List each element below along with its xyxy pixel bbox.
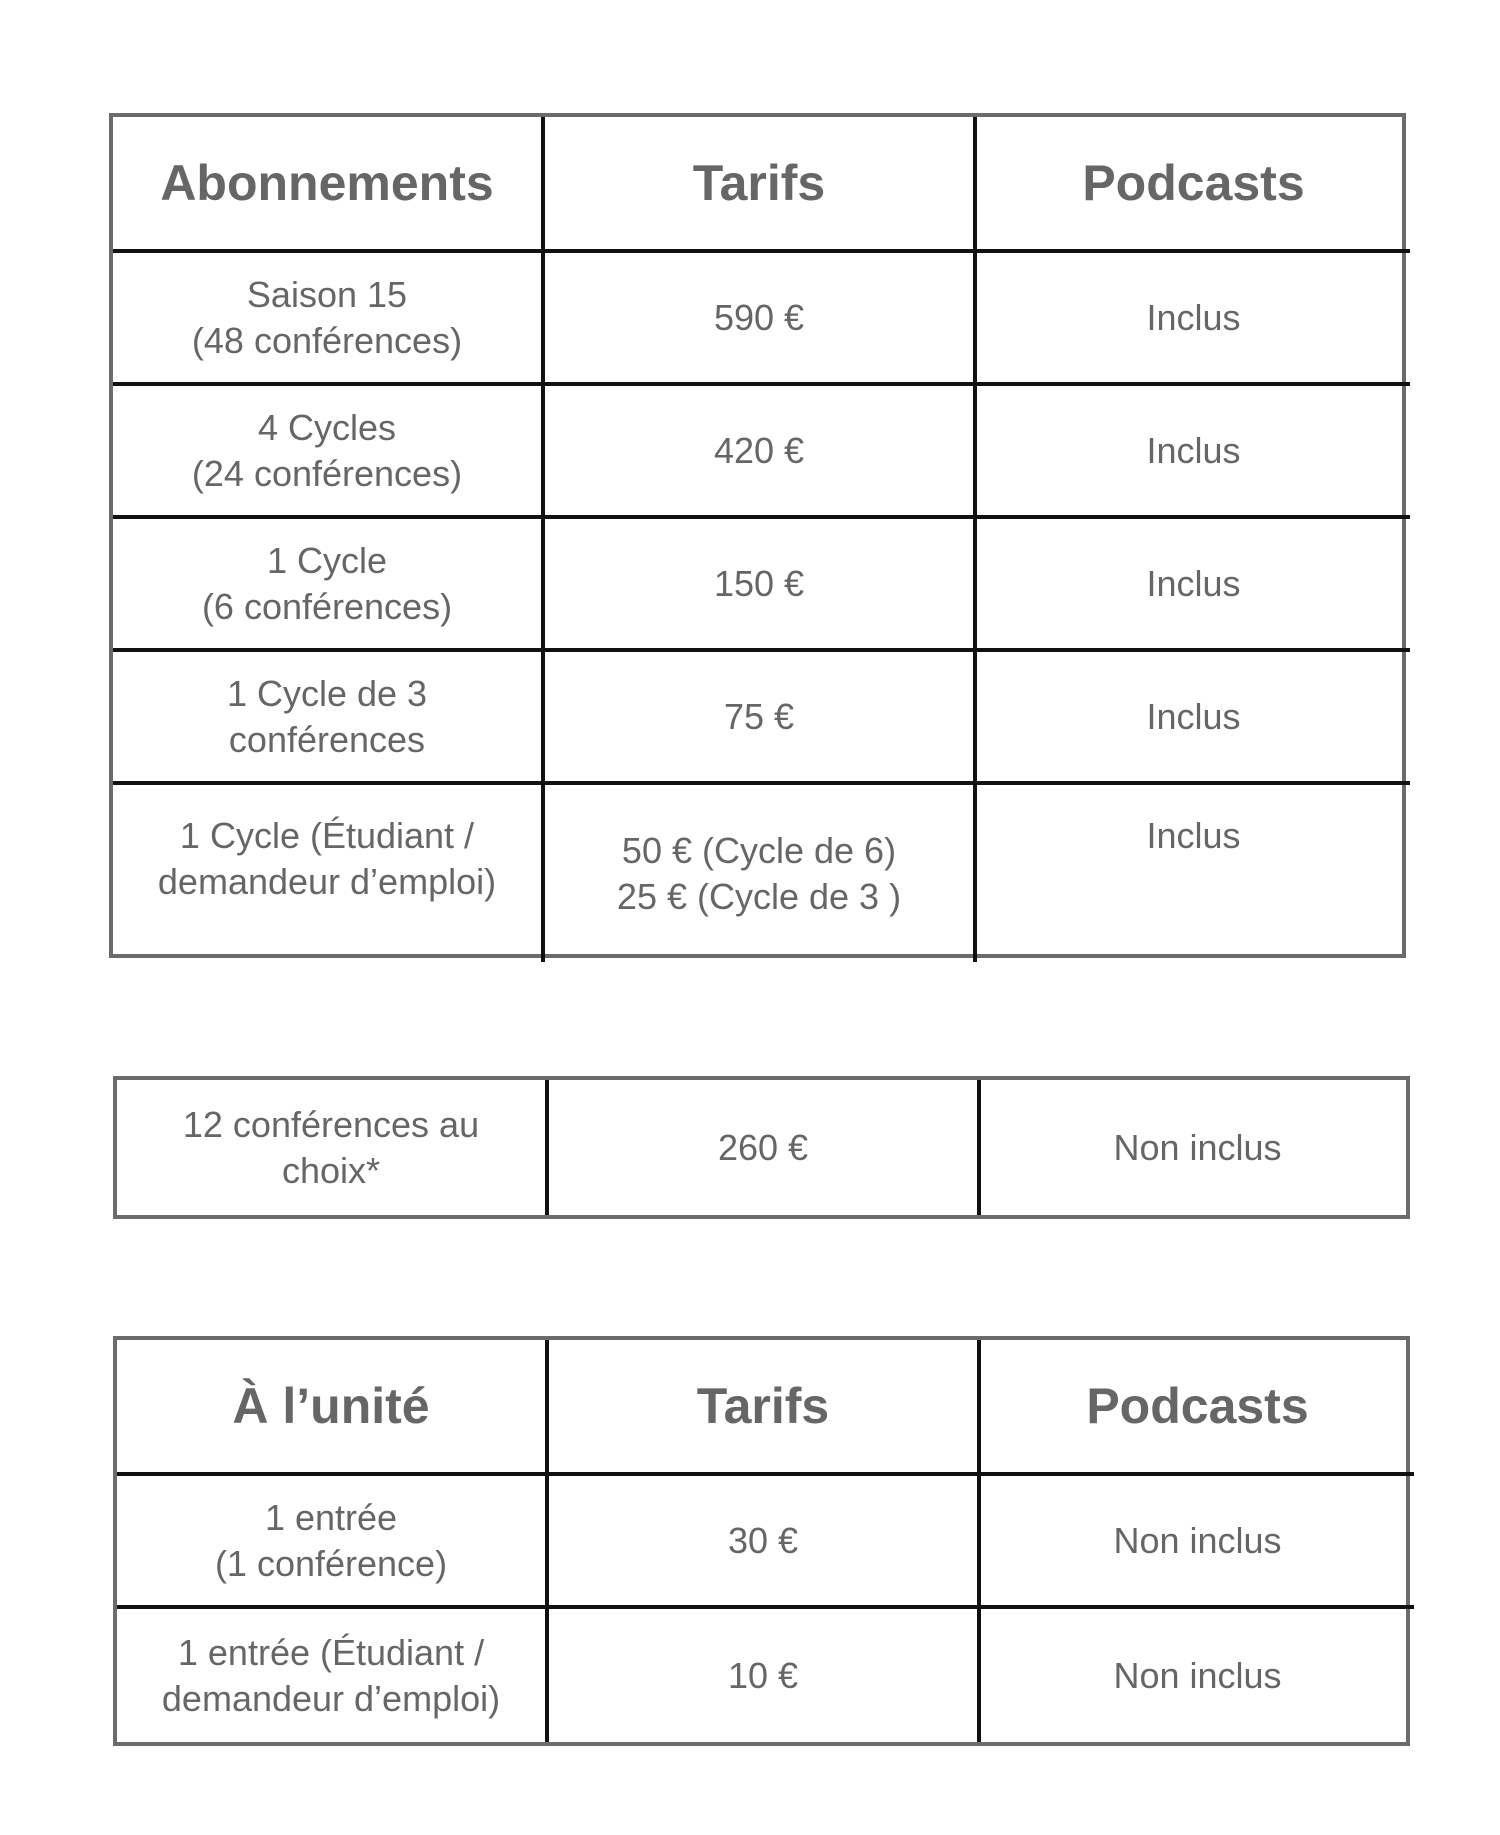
row-label-line: choix* [281,1149,381,1191]
row-label-line: (6 conférences) [201,585,453,627]
header-podcasts: Podcasts [981,1340,1414,1476]
podcast-cell: Inclus [977,386,1410,519]
row-label-cell [117,1080,549,1215]
price-line: 420 € [713,429,805,471]
row-label-line: demandeur d’emploi) [157,861,497,902]
row-label-line: conférences [228,718,426,760]
row-label-line: (24 conférences) [191,452,463,494]
price-line: 150 € [713,562,805,604]
price-line: 30 € [727,1519,799,1561]
row-label-cell [117,1476,549,1609]
price-cell [549,1609,981,1742]
row-label-line: (1 conférence) [214,1542,448,1584]
podcast-cell: Inclus [1146,815,1241,856]
price-line: 50 € (Cycle de 6) [621,829,897,871]
header-podcasts: Podcasts [977,117,1410,253]
price-cell [545,652,977,785]
subscriptions-table [109,113,1406,958]
row-label-cell [113,253,545,386]
price-line: 10 € [727,1654,799,1696]
price-cell [549,1476,981,1609]
header-unite: À l’unité [117,1340,549,1476]
price-line: 75 € [723,695,795,737]
price-line: 260 € [717,1126,809,1168]
podcast-cell: Inclus [977,519,1410,652]
row-label-line: 12 conférences au [182,1103,480,1145]
row-label-line: 1 Cycle [266,539,388,581]
podcast-cell: Non inclus [1113,1126,1282,1168]
pick-12-table [113,1076,1410,1219]
price-cell [545,386,977,519]
row-label-line: 1 Cycle (Étudiant / [179,815,475,856]
price-cell [545,785,977,962]
row-label-line: Saison 15 [246,273,408,315]
row-label-line: 1 entrée [264,1496,398,1538]
podcast-cell: Inclus [977,253,1410,386]
row-label-line: 1 entrée (Étudiant / [177,1631,485,1673]
row-label-cell [113,519,545,652]
podcast-cell: Inclus [977,652,1410,785]
row-label-cell [117,1609,549,1742]
row-label-line: (48 conférences) [191,319,463,361]
row-label-cell [113,785,545,962]
price-line: 25 € (Cycle de 3 ) [616,875,902,917]
price-line: 590 € [713,296,805,338]
row-label-line: demandeur d’emploi) [161,1677,501,1719]
row-label-cell [113,652,545,785]
podcast-cell: Non inclus [1113,1654,1282,1696]
header-abonnements: Abonnements [113,117,545,253]
price-cell [545,253,977,386]
header-tarifs: Tarifs [545,117,977,253]
row-label-cell [113,386,545,519]
single-entry-table [113,1336,1410,1746]
row-label-line: 1 Cycle de 3 [226,672,428,714]
row-label-line: 4 Cycles [257,406,397,448]
podcast-cell: Non inclus [981,1476,1414,1609]
price-cell [549,1080,981,1215]
price-cell [545,519,977,652]
header-tarifs: Tarifs [549,1340,981,1476]
